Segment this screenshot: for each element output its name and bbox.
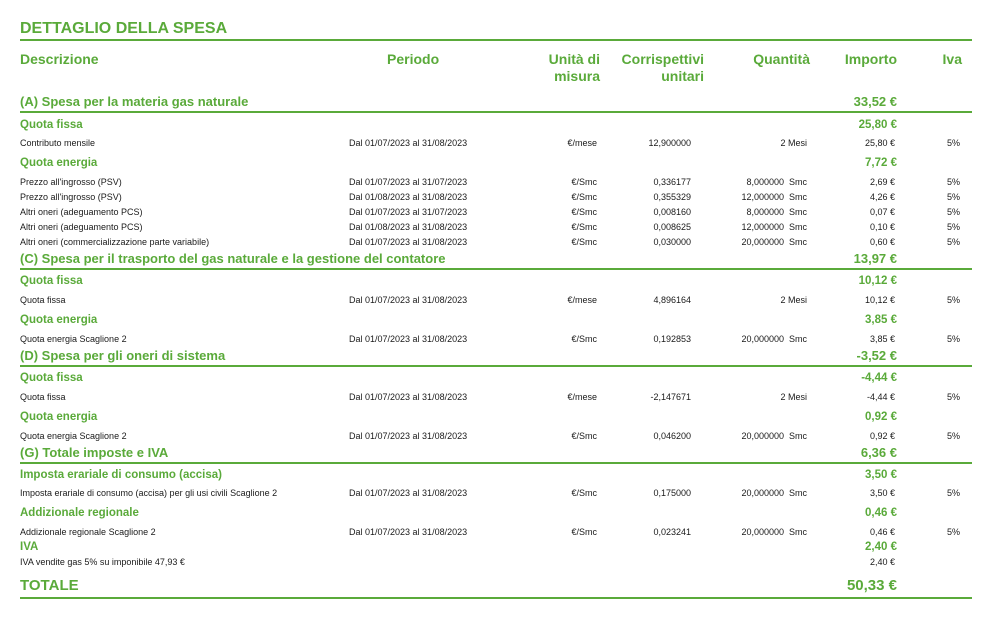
row-quantity: 20,000000 Smc (741, 334, 807, 344)
header-unita-line2: misura (554, 68, 600, 84)
row-vat: 5% (946, 177, 960, 187)
row-unit-measure: €/Smc (571, 431, 597, 441)
subsection-label: Quota energia (20, 314, 98, 326)
section-amount: -3,52 € (856, 348, 897, 363)
row-unit-price: 0,030000 (653, 237, 691, 247)
row-amount: 4,26 € (869, 192, 895, 202)
row-description: Prezzo all'ingrosso (PSV) (20, 177, 122, 187)
row-period: Dal 01/08/2023 al 31/08/2023 (349, 192, 468, 202)
row-amount: 0,10 € (869, 222, 895, 232)
header-descrizione: Descrizione (20, 51, 99, 67)
row-unit-price: 0,023241 (653, 527, 691, 537)
row-description: Contributo mensile (20, 138, 96, 148)
header-importo: Importo (844, 51, 897, 67)
row-quantity: 8,000000 Smc (746, 207, 807, 217)
total-underline (20, 597, 972, 599)
subsection-label: Addizionale regionale (20, 507, 139, 519)
row-amount: 3,85 € (869, 334, 895, 344)
subsection-amount: 0,92 € (865, 411, 897, 423)
row-unit-price: 0,008625 (653, 222, 691, 232)
row-period: Dal 01/07/2023 al 31/08/2023 (349, 237, 468, 247)
row-unit-price: 4,896164 (653, 295, 691, 305)
row-quantity: 2 Mesi (780, 392, 807, 402)
row-period: Dal 01/07/2023 al 31/08/2023 (349, 527, 468, 537)
subsection-amount: 3,85 € (865, 314, 897, 326)
header-periodo: Periodo (387, 51, 440, 67)
row-vat: 5% (946, 392, 960, 402)
row-amount: 0,46 € (869, 527, 895, 537)
section-label: (C) Spesa per il trasporto del gas naturale e la gestione del contatore (20, 251, 446, 266)
row-unit-measure: €/mese (567, 138, 597, 148)
row-unit-measure: €/mese (567, 392, 597, 402)
total-amount: 50,33 € (846, 577, 897, 594)
subsection-amount: 3,50 € (865, 469, 897, 481)
subsection-label: Imposta erariale di consumo (accisa) (20, 469, 222, 481)
row-description: Altri oneri (commercializzazione parte variabile) (20, 237, 210, 247)
row-unit-price: 0,046200 (653, 431, 691, 441)
row-amount: 25,80 € (864, 138, 895, 148)
section-divider (20, 462, 972, 464)
row-unit-measure: €/Smc (571, 237, 597, 247)
subsection-amount: 0,46 € (865, 507, 897, 519)
row-vat: 5% (946, 334, 960, 344)
row-quantity: 20,000000 Smc (741, 431, 807, 441)
row-description: Altri oneri (adeguamento PCS) (20, 222, 143, 232)
total-label: TOTALE (20, 577, 79, 594)
row-quantity: 20,000000 Smc (741, 527, 807, 537)
row-amount: 0,07 € (869, 207, 895, 217)
row-unit-price: 0,192853 (653, 334, 691, 344)
row-amount: 2,69 € (869, 177, 895, 187)
row-vat: 5% (946, 527, 960, 537)
section-divider (20, 111, 972, 113)
section-amount: 6,36 € (860, 445, 897, 460)
section-label: (G) Totale imposte e IVA (20, 445, 169, 460)
row-description: Altri oneri (adeguamento PCS) (20, 207, 143, 217)
row-unit-price: 0,355329 (653, 192, 691, 202)
title-underline (20, 39, 972, 41)
row-unit-price: 0,336177 (653, 177, 691, 187)
row-description: Quota energia Scaglione 2 (20, 334, 127, 344)
row-vat: 5% (946, 207, 960, 217)
row-unit-measure: €/Smc (571, 527, 597, 537)
section-amount: 13,97 € (853, 251, 897, 266)
row-vat: 5% (946, 222, 960, 232)
row-period: Dal 01/07/2023 al 31/08/2023 (349, 334, 468, 344)
header-iva: Iva (942, 51, 962, 67)
row-quantity: 20,000000 Smc (741, 237, 807, 247)
row-period: Dal 01/08/2023 al 31/08/2023 (349, 222, 468, 232)
subsection-amount: 10,12 € (858, 275, 897, 287)
row-description: Quota energia Scaglione 2 (20, 431, 127, 441)
row-unit-measure: €/Smc (571, 488, 597, 498)
row-unit-measure: €/Smc (571, 334, 597, 344)
subsection-amount: -4,44 € (861, 372, 897, 384)
section-divider (20, 365, 972, 367)
subsection-amount: 25,80 € (858, 119, 897, 131)
row-quantity: 2 Mesi (780, 138, 807, 148)
row-amount: 3,50 € (869, 488, 895, 498)
row-vat: 5% (946, 295, 960, 305)
subsection-label: Quota energia (20, 157, 98, 169)
row-vat: 5% (946, 431, 960, 441)
section-label: (A) Spesa per la materia gas naturale (20, 94, 249, 109)
row-vat: 5% (946, 138, 960, 148)
row-vat: 5% (946, 237, 960, 247)
row-amount: -4,44 € (866, 392, 895, 402)
row-period: Dal 01/07/2023 al 31/08/2023 (349, 295, 468, 305)
row-unit-measure: €/Smc (571, 192, 597, 202)
row-unit-measure: €/Smc (571, 177, 597, 187)
section-amount: 33,52 € (853, 94, 897, 109)
row-description: IVA vendite gas 5% su imponibile 47,93 € (20, 557, 185, 567)
row-unit-measure: €/Smc (571, 207, 597, 217)
row-period: Dal 01/07/2023 al 31/08/2023 (349, 392, 468, 402)
row-unit-price: 12,900000 (648, 138, 691, 148)
row-amount: 0,60 € (869, 237, 895, 247)
row-quantity: 12,000000 Smc (741, 222, 807, 232)
row-quantity: 2 Mesi (780, 295, 807, 305)
row-period: Dal 01/07/2023 al 31/08/2023 (349, 138, 468, 148)
row-unit-measure: €/Smc (571, 222, 597, 232)
header-corrispettivi-line1: Corrispettivi (621, 51, 704, 67)
subsection-label: Quota fissa (20, 119, 83, 131)
subsection-label: Quota energia (20, 411, 98, 423)
row-description: Quota fissa (20, 392, 66, 402)
subsection-label: Quota fissa (20, 275, 83, 287)
subsection-amount: 7,72 € (865, 157, 897, 169)
subsection-label: Quota fissa (20, 372, 83, 384)
row-vat: 5% (946, 488, 960, 498)
row-description: Imposta erariale di consumo (accisa) per gli usi civili Scaglione 2 (20, 488, 278, 498)
header-quantita: Quantità (753, 51, 810, 67)
row-quantity: 8,000000 Smc (746, 177, 807, 187)
row-unit-price: 0,008160 (653, 207, 691, 217)
row-period: Dal 01/07/2023 al 31/07/2023 (349, 177, 468, 187)
row-unit-price: 0,175000 (653, 488, 691, 498)
row-description: Addizionale regionale Scaglione 2 (20, 527, 156, 537)
row-amount: 2,40 € (869, 557, 895, 567)
row-description: Quota fissa (20, 295, 66, 305)
section-label: (D) Spesa per gli oneri di sistema (20, 348, 226, 363)
row-amount: 10,12 € (864, 295, 895, 305)
row-vat: 5% (946, 192, 960, 202)
subsection-label: IVA (20, 541, 39, 553)
row-period: Dal 01/07/2023 al 31/08/2023 (349, 488, 468, 498)
row-description: Prezzo all'ingrosso (PSV) (20, 192, 122, 202)
row-quantity: 12,000000 Smc (741, 192, 807, 202)
row-period: Dal 01/07/2023 al 31/07/2023 (349, 207, 468, 217)
row-unit-price: -2,147671 (650, 392, 691, 402)
row-unit-measure: €/mese (567, 295, 597, 305)
page-title: DETTAGLIO DELLA SPESA (20, 20, 228, 37)
subsection-amount: 2,40 € (865, 541, 897, 553)
header-unita-line1: Unità di (548, 51, 600, 67)
row-period: Dal 01/07/2023 al 31/08/2023 (349, 431, 468, 441)
row-amount: 0,92 € (869, 431, 895, 441)
section-divider (20, 268, 972, 270)
header-corrispettivi-line2: unitari (661, 68, 704, 84)
row-quantity: 20,000000 Smc (741, 488, 807, 498)
